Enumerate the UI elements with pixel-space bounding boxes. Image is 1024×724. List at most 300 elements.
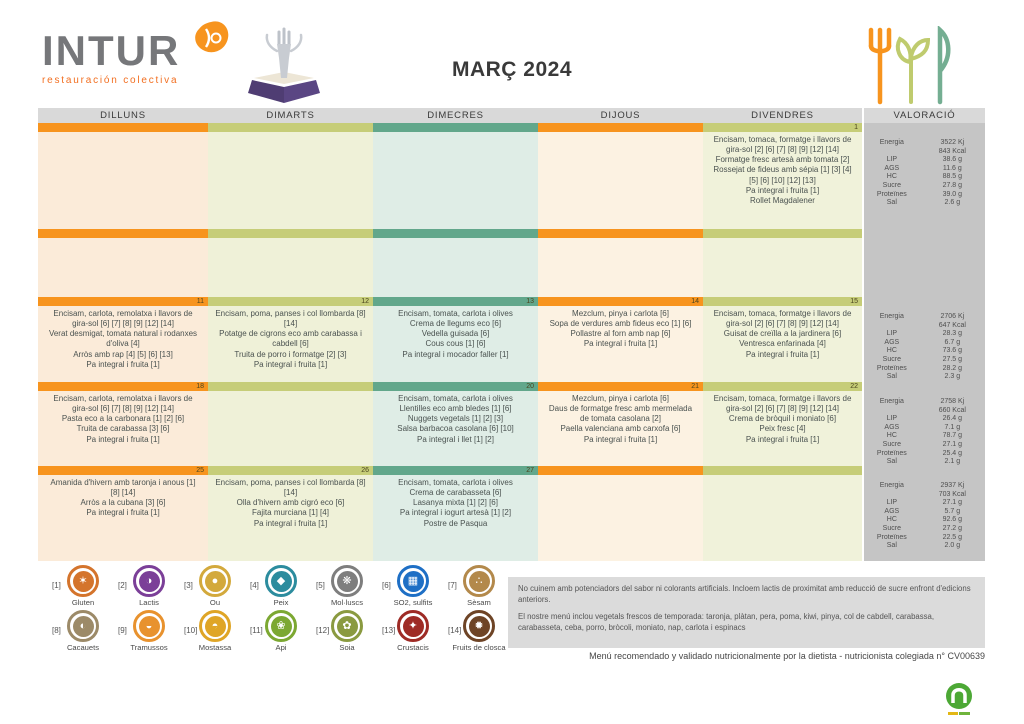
nutrition-value: 660 Kcal — [938, 406, 966, 414]
menu-item: Truita de carabassa [3] [6] — [76, 424, 170, 434]
nutrition-row — [864, 365, 985, 374]
day-header-dijous: DIJOUS — [538, 108, 703, 123]
menu-cell — [538, 475, 703, 561]
nutrition-label: LIP — [886, 415, 898, 423]
week-content-row — [38, 132, 985, 229]
nutrition-value: 7.1 g — [944, 423, 961, 431]
menu-item: Pa integral i fruita [1] — [253, 518, 328, 528]
menu-item: Llentilles eco amb bledes [1] [6] — [399, 404, 512, 414]
allergen-number: [1] — [52, 581, 61, 590]
nutrition-value: 27.8 g — [942, 181, 963, 189]
menu-item: Pollastre al forn amb nap [6] — [570, 329, 671, 339]
menu-item: Mezclum, pinya i carlota [6] — [572, 309, 669, 318]
sesam-icon — [463, 565, 495, 597]
nutrition-label: LIP — [886, 330, 898, 338]
allergen-item — [116, 565, 182, 607]
nutrition-label — [864, 407, 920, 416]
allergen-label: Api — [275, 643, 287, 652]
nutrition-row — [864, 415, 985, 424]
calendar-header-row — [38, 108, 985, 123]
menu-item: Pa integral i fruita [1] — [745, 185, 820, 195]
menu-cell — [38, 238, 208, 297]
menu-item: Arròs a la cubana [3] [6] — [80, 498, 166, 508]
day-band — [538, 466, 703, 475]
menu-item: Paella valenciana amb carxofa [6] — [560, 424, 681, 434]
day-band — [538, 382, 703, 391]
valoracio-band — [862, 123, 985, 132]
nutrition-label: Sal — [886, 373, 897, 381]
intur-leaf-icon — [190, 20, 232, 58]
day-band — [703, 466, 862, 475]
nutrition-value: 11.6 g — [942, 164, 962, 172]
menu-cell — [208, 391, 373, 466]
footer-notes — [508, 577, 985, 648]
menu-item: Pa integral i iogurt artesà [1] [2] — [399, 508, 512, 518]
nutrition-row — [864, 330, 985, 339]
day-band — [38, 382, 208, 391]
day-band — [208, 382, 373, 391]
nutrition-value: 92.6 g — [942, 516, 963, 524]
week-band-row — [38, 297, 985, 306]
menu-cell — [538, 132, 703, 229]
allergen-row — [50, 565, 516, 607]
menu-item: Pa integral i fruita [1] — [86, 434, 160, 444]
day-number: 25 — [196, 467, 204, 474]
allergen-row — [50, 610, 516, 652]
menu-cell — [703, 475, 862, 561]
nutrition-value: 2.1 g — [944, 458, 961, 466]
fruits-closca-icon — [463, 610, 495, 642]
nutrition-row — [864, 542, 985, 551]
day-band — [38, 229, 208, 238]
day-band — [208, 297, 373, 306]
gluten-icon — [67, 565, 99, 597]
day-band — [373, 229, 538, 238]
menu-item: Pa integral i fruita [1] — [745, 434, 820, 444]
menu-item: Pa integral i fruita [1] — [583, 339, 658, 349]
peix-icon — [265, 565, 297, 597]
day-number: 18 — [196, 383, 204, 390]
nutrition-row — [864, 199, 985, 208]
nutrition-label: AGS — [884, 423, 900, 431]
nutrition-label: AGS — [884, 338, 900, 346]
nutrition-label: Sucre — [882, 355, 901, 363]
day-band — [38, 466, 208, 475]
day-number: 1 — [854, 124, 858, 131]
menu-item: Salsa barbacoa casolana [6] [10] — [397, 424, 514, 434]
valoracio-band — [862, 466, 985, 475]
allergen-item — [314, 610, 380, 652]
nutrition-cert-logo — [944, 682, 974, 718]
menu-cell — [208, 475, 373, 561]
menu-item: Pa integral i llet [1] [2] — [417, 434, 494, 444]
menu-item: Pa integral i mocador faller [1] — [402, 349, 509, 359]
allergen-label: Tramussos — [130, 643, 168, 652]
menu-item: Pa integral i fruita [1] — [583, 434, 658, 444]
cacauets-icon-glyph: ◐ — [73, 616, 94, 637]
nutrition-row — [864, 534, 985, 543]
allergen-label: Gluten — [71, 598, 95, 607]
allergen-label: Lactis — [139, 598, 159, 607]
allergen-item — [446, 610, 512, 652]
footer-note-2: El nostre menú inclou vegetals frescos de temporada: taronja, plàtan, pera, poma, kiwi, pinya, col de cabdell, carabassa, carabasseta, ceba, porro, bròcoli, moniato, nap, carlota i espinacs — [518, 612, 935, 632]
menu-item: Encisam, tomata, carlota i olives — [398, 478, 513, 487]
allergen-label: Sèsam — [467, 598, 491, 607]
nutrition-label: HC — [886, 173, 897, 181]
nutrition-label: LIP — [886, 499, 898, 507]
nutrition-label: HC — [886, 516, 897, 524]
allergen-item — [116, 610, 182, 652]
nutrition-value: 28.2 g — [942, 364, 963, 372]
allergen-item — [248, 610, 314, 652]
menu-cell — [703, 238, 862, 297]
nutrition-value: 27.5 g — [942, 355, 963, 363]
valoracio-header: VALORACIÓ — [862, 108, 985, 123]
nutrition-value: 2706 Kj — [940, 313, 965, 320]
allergen-item — [50, 565, 116, 607]
menu-cell — [208, 238, 373, 297]
molluscs-icon — [331, 565, 363, 597]
tramussos-icon — [133, 610, 165, 642]
sprout-icon — [898, 39, 928, 102]
nutrition-row — [864, 339, 985, 348]
nutrition-label: Sucre — [882, 524, 901, 532]
nutrition-value: 843 Kcal — [938, 147, 966, 155]
nutrition-row — [864, 482, 985, 491]
menu-cell — [703, 132, 862, 229]
menu-item: Crema de carabasseta [6] — [409, 488, 502, 498]
menu-item: Encisam, poma, panses i col llombarda [8] [14] — [215, 309, 366, 329]
sesam-icon-glyph: ∴ — [469, 571, 490, 592]
nutrition-label: HC — [886, 432, 897, 440]
nutrition-row — [864, 373, 985, 382]
menu-item: Mezclum, pinya i carlota [6] — [572, 394, 669, 403]
nutrition-block — [864, 132, 985, 208]
nutrition-label: Sal — [886, 542, 897, 550]
nutrition-value: 27.2 g — [942, 524, 963, 532]
allergen-number: [8] — [52, 626, 61, 635]
tramussos-icon-glyph: ◒ — [139, 616, 160, 637]
nutrition-label: Sal — [886, 458, 897, 466]
menu-item: Vedella guisada [6] — [421, 329, 490, 339]
soia-icon-glyph: ✿ — [337, 616, 358, 637]
nutrition-value: 2937 Kj — [940, 482, 965, 489]
menu-item: Rossejat de fideus amb sépia [1] [3] [4] [5] [6] [10] [12] [13] — [713, 165, 852, 185]
menu-item: Encisam, carlota, remolatxa i llavors de gira-sol [6] [7] [8] [9] [12] [14] — [53, 394, 193, 414]
menu-item: Pa integral i fruita [1] — [86, 359, 160, 369]
day-number: 15 — [850, 298, 858, 305]
crustacis-icon — [397, 610, 429, 642]
nutrition-value: 2.0 g — [944, 542, 961, 550]
valoracio-cell — [862, 238, 985, 297]
menu-cell — [373, 306, 538, 382]
menu-item: Cous cous [1] [6] — [425, 339, 486, 349]
menu-item: Pa integral i fruita [1] — [745, 349, 820, 359]
valoracio-cell — [862, 475, 985, 561]
nutrition-label: Proteïnes — [876, 364, 907, 372]
menu-item: Encisam, tomata, carlota i olives — [398, 394, 513, 403]
day-number: 22 — [850, 383, 858, 390]
day-band — [373, 297, 538, 306]
day-band — [538, 123, 703, 132]
day-band — [373, 382, 538, 391]
day-number: 14 — [691, 298, 699, 305]
day-band — [373, 123, 538, 132]
day-number: 27 — [526, 467, 534, 474]
allergen-item — [380, 610, 446, 652]
allergen-item — [248, 565, 314, 607]
soia-icon — [331, 610, 363, 642]
menu-cell — [208, 132, 373, 229]
allergen-item — [182, 565, 248, 607]
nutrition-value: 647 Kcal — [938, 321, 966, 329]
nutrition-row — [864, 458, 985, 466]
day-band — [208, 466, 373, 475]
day-band — [208, 123, 373, 132]
menu-item: Sopa de verdures amb fideus eco [1] [6] — [549, 319, 692, 329]
week-band-row — [38, 466, 985, 475]
nutrition-value: 27.1 g — [942, 440, 963, 448]
nutrition-row — [864, 432, 985, 441]
nutrition-row — [864, 398, 985, 407]
day-number: 21 — [691, 383, 699, 390]
nutrition-label: Proteïnes — [876, 533, 907, 541]
allergen-item — [446, 565, 512, 607]
valoracio-band — [862, 382, 985, 391]
dietitian-certification: Menú recomendado y validado nutricionalmente por la dietista - nutricionista colegiada n° CV00639 — [589, 651, 985, 661]
nutrition-value: 27.1 g — [942, 499, 963, 507]
menu-cell — [538, 391, 703, 466]
menu-item: Postre de Pasqua — [423, 518, 488, 528]
week-band-row — [38, 123, 985, 132]
lactis-icon-glyph: ◑ — [139, 571, 160, 592]
allergen-number: [12] — [316, 626, 330, 635]
nutrition-label: AGS — [884, 507, 900, 515]
valoracio-band — [862, 297, 985, 306]
nutrition-value: 5.7 g — [944, 507, 961, 515]
day-band — [703, 297, 862, 306]
nutrition-value: 22.5 g — [942, 533, 963, 541]
menu-item: Daus de formatge fresc amb mermelada de tomata casolana [2] — [548, 404, 693, 424]
menu-item: Verat desmigat, tomata natural i rodanxes d'oliva [4] — [48, 329, 198, 349]
menu-item: Encisam, tomaca, formatge i llavors de gira-sol [2] [6] [7] [8] [9] [12] [14] — [713, 394, 852, 414]
nutrition-label: Sal — [886, 199, 897, 207]
menu-item: Potatge de cigrons eco amb carabassa i cabdell [6] — [219, 329, 362, 349]
menu-item: Rollet Magdalener — [750, 195, 815, 205]
nutrition-label: AGS — [884, 164, 900, 172]
allergen-number: [11] — [250, 626, 263, 635]
allergen-legend — [50, 565, 516, 655]
menu-item: Guisat de creïlla a la jardinera [6] — [723, 329, 842, 339]
nutrition-value: 25.4 g — [942, 449, 963, 457]
menu-item: Crema de bròquil i moniato [6] — [728, 414, 837, 424]
nutrition-label: Proteïnes — [876, 449, 907, 457]
nutrition-row — [864, 347, 985, 356]
allergen-label: Peix — [273, 598, 289, 607]
nutrition-row — [864, 424, 985, 433]
day-band — [703, 229, 862, 238]
nutrition-value: 6.7 g — [944, 338, 961, 346]
menu-item: Fajita murciana [1] [4] — [252, 508, 329, 518]
menu-item: Pasta eco a la carbonara [1] [2] [6] — [61, 414, 185, 424]
day-number: 20 — [526, 383, 534, 390]
day-number: 12 — [361, 298, 369, 305]
menu-item: Olla d'hivern amb cigró eco [6] — [236, 498, 345, 508]
nutrition-row — [864, 525, 985, 534]
menu-item: Encisam, tomata, carlota i olives — [398, 309, 513, 318]
menu-item: Encisam, tomaca, formatge i llavors de gira-sol [2] [6] [7] [8] [9] [12] [14] — [713, 135, 852, 155]
menu-cell — [38, 391, 208, 466]
nutrition-row — [864, 191, 985, 200]
nutrition-label: LIP — [886, 156, 898, 164]
nutrition-label: Energia — [879, 139, 904, 146]
menu-cell — [208, 306, 373, 382]
nutrition-row — [864, 156, 985, 165]
week-content-row — [38, 475, 985, 561]
day-band — [373, 466, 538, 475]
api-icon-glyph: ❀ — [271, 616, 292, 637]
allergen-label: Crustacis — [397, 643, 429, 652]
valoracio-cell — [862, 306, 985, 382]
valoracio-cell — [862, 391, 985, 466]
nutrition-label: Proteïnes — [876, 190, 907, 198]
menu-item: Arròs amb rap [4] [5] [6] [13] — [73, 349, 173, 359]
nutrition-row — [864, 356, 985, 365]
menu-item: Pa integral i fruita [1] — [86, 508, 160, 518]
mostassa-icon — [199, 610, 231, 642]
allergen-item — [314, 565, 380, 607]
menu-item: Truita de porro i formatge [2] [3] — [234, 349, 347, 359]
nutrition-label: Sucre — [882, 181, 901, 189]
menu-cell — [38, 306, 208, 382]
day-band — [208, 229, 373, 238]
menu-item: Lasanya mixta [1] [2] [6] — [413, 498, 498, 508]
brand-name: INTUR — [42, 27, 181, 74]
menu-cell — [538, 306, 703, 382]
nutrition-row — [864, 508, 985, 517]
nutrition-label: HC — [886, 347, 897, 355]
nutrition-value: 703 Kcal — [938, 490, 966, 498]
nutrition-row — [864, 450, 985, 459]
day-band — [703, 382, 862, 391]
nutrition-row — [864, 173, 985, 182]
allergen-number: [14] — [448, 626, 462, 635]
week-content-row — [38, 238, 985, 297]
menu-item: Peix fresc [4] — [759, 424, 806, 434]
menu-cell — [38, 132, 208, 229]
brand-tagline: restauración colectiva — [42, 75, 179, 86]
menu-item: Formatge fresc artesà amb tomata [2] — [715, 155, 850, 165]
fruits-closca-icon-glyph: ✹ — [469, 616, 490, 637]
crustacis-icon-glyph: ✦ — [403, 616, 424, 637]
day-band — [538, 297, 703, 306]
lactis-icon — [133, 565, 165, 597]
nutrition-row — [864, 148, 985, 157]
allergen-item — [380, 565, 446, 607]
day-number: 11 — [196, 298, 204, 305]
fork-icon — [871, 30, 889, 102]
allergen-number: [5] — [316, 581, 325, 590]
valoracio-band — [862, 229, 985, 238]
nutrition-label — [864, 148, 920, 157]
allergen-number: [6] — [382, 581, 391, 590]
footer-note-1: No cuinem amb potenciadors del sabor ni colorants artificials. Incloem lactis de proximitat amb reducció de sucre enfront d'edicions anteriors. — [518, 584, 971, 604]
allergen-number: [10] — [184, 626, 198, 635]
cutlery-icon — [862, 26, 952, 106]
gluten-icon-glyph: ✶ — [73, 571, 94, 592]
nutrition-row — [864, 313, 985, 322]
menu-item: Amanida d'hivern amb taronja i anous [1] [8] [14] — [50, 478, 196, 498]
allergen-label: Ou — [209, 598, 221, 607]
allergen-number: [9] — [118, 626, 127, 635]
week-content-row — [38, 391, 985, 466]
nutrition-label — [864, 491, 920, 500]
day-band — [538, 229, 703, 238]
so2-sulfits-icon — [397, 565, 429, 597]
allergen-label: SO2, sulfits — [393, 598, 433, 607]
ou-icon — [199, 565, 231, 597]
api-icon — [265, 610, 297, 642]
nutrition-value: 28.3 g — [942, 330, 963, 338]
menu-cell — [373, 132, 538, 229]
menu-item: Encisam, carlota, remolatxa i llavors de gira-sol [6] [7] [8] [9] [12] [14] — [53, 309, 193, 329]
week-band-row — [38, 382, 985, 391]
so2-sulfits-icon-glyph: ▦ — [403, 571, 424, 592]
nutrition-block — [864, 475, 985, 551]
day-band — [38, 297, 208, 306]
day-band — [38, 123, 208, 132]
week-band-row — [38, 229, 985, 238]
mostassa-icon-glyph: ◓ — [205, 616, 226, 637]
nutrition-value: 78.7 g — [942, 432, 963, 440]
nutrition-label: Energia — [879, 398, 904, 405]
week-content-row — [38, 306, 985, 382]
nutrition-value: 88.5 g — [942, 173, 963, 181]
menu-item: Nuggets vegetals [1] [2] [3] — [407, 414, 504, 424]
allergen-label: Soia — [339, 643, 355, 652]
nutrition-label: Sucre — [882, 440, 901, 448]
nutrition-block — [864, 391, 985, 466]
menu-cell — [703, 391, 862, 466]
nutrition-value: 3522 Kj — [940, 139, 965, 146]
nutrition-value: 2.6 g — [944, 199, 961, 207]
nutrition-row — [864, 139, 985, 148]
allergen-label: Cacauets — [66, 643, 100, 652]
nutrition-row — [864, 322, 985, 331]
menu-item: Encisam, poma, panses i col llombarda [8] [14] — [215, 478, 366, 498]
allergen-item — [50, 610, 116, 652]
menu-item: Ventresca enfarinada [4] — [739, 339, 826, 349]
nutrition-label: Energia — [879, 313, 904, 320]
allergen-number: [13] — [382, 626, 396, 635]
allergen-label: Mol·luscs — [330, 598, 364, 607]
menu-cell — [703, 306, 862, 382]
day-band — [703, 123, 862, 132]
menu-item: Pa integral i fruita [1] — [253, 359, 328, 369]
nutrition-row — [864, 407, 985, 416]
menu-cell — [373, 238, 538, 297]
nutrition-row — [864, 182, 985, 191]
nutrition-value: 2.3 g — [944, 373, 961, 381]
menu-cell — [373, 391, 538, 466]
day-number: 26 — [361, 467, 369, 474]
day-header-dilluns: DILLUNS — [38, 108, 208, 123]
allergen-number: [7] — [448, 581, 457, 590]
menu-calendar-table — [38, 108, 985, 561]
nutrition-label — [864, 322, 920, 331]
day-header-divendres: DIVENDRES — [703, 108, 862, 123]
peix-icon-glyph: ◆ — [271, 571, 292, 592]
